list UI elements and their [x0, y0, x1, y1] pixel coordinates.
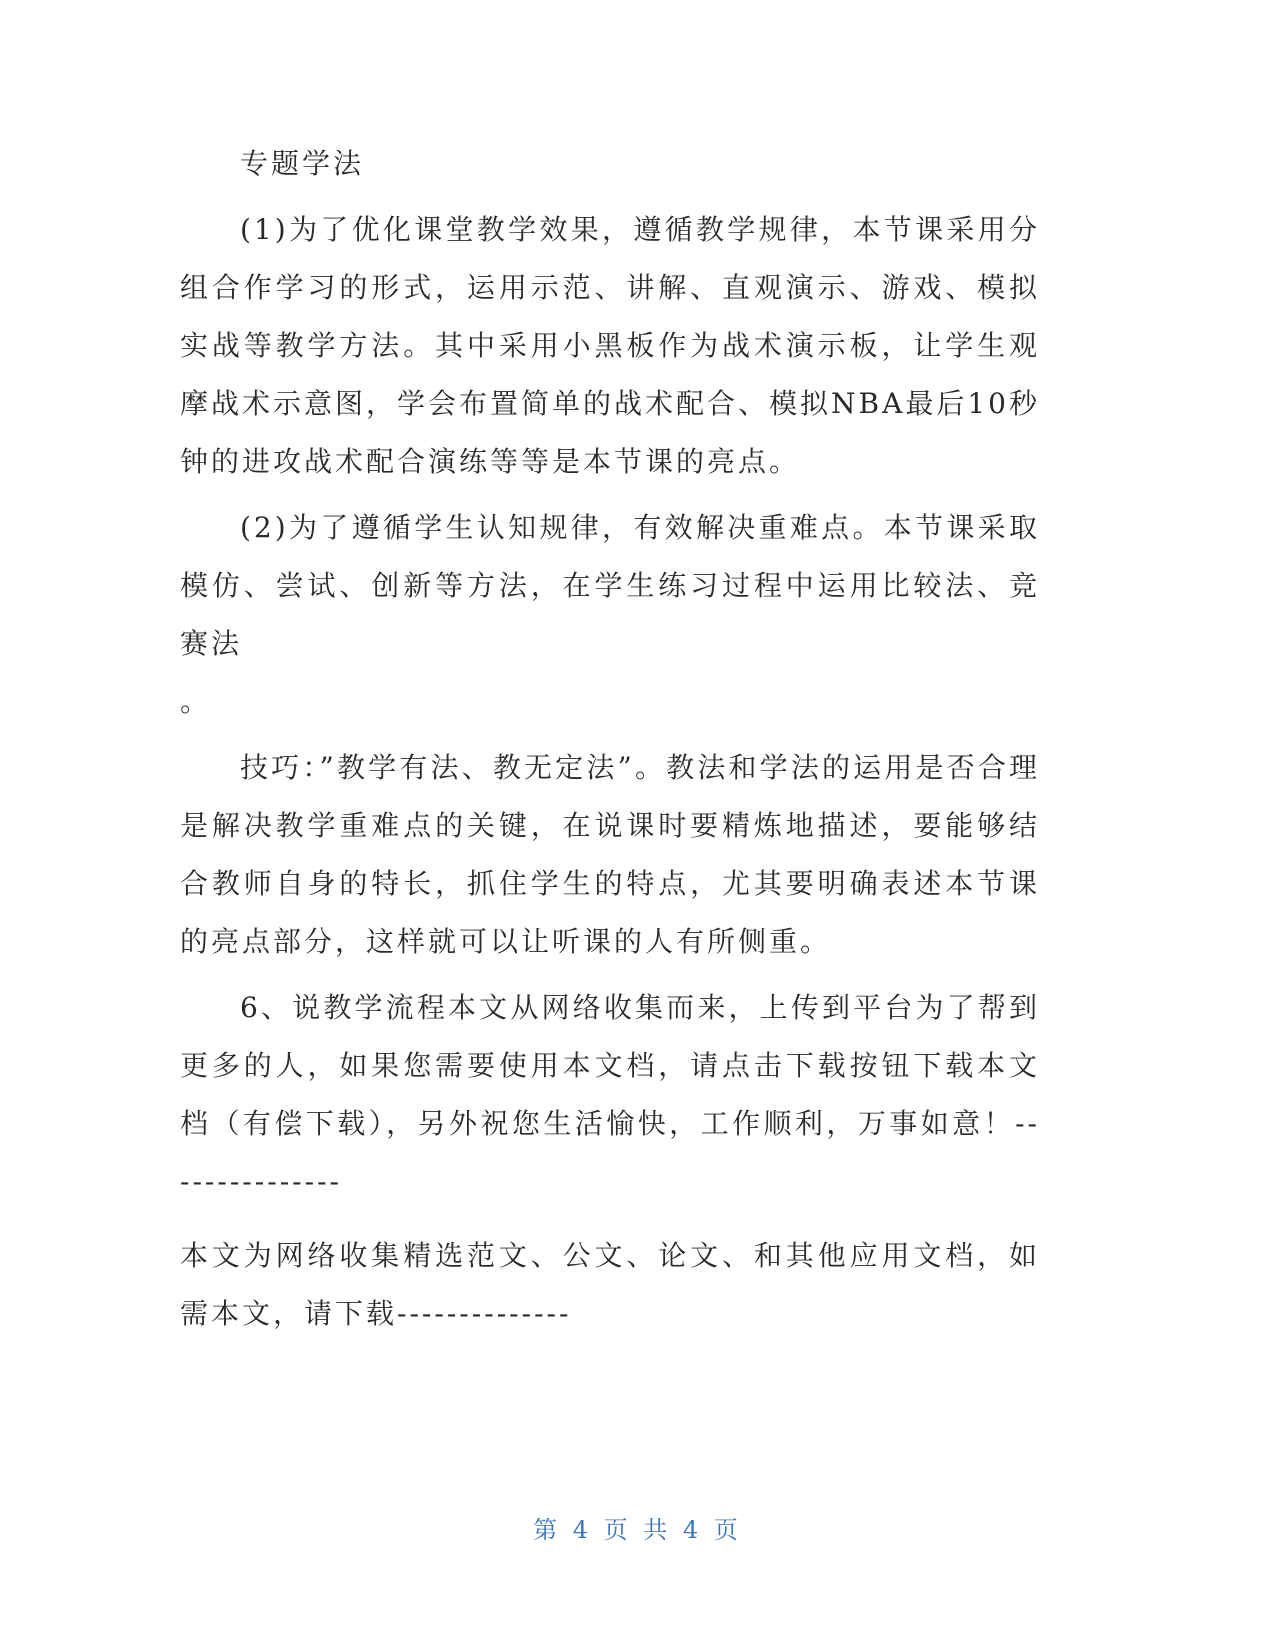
- spacer: [180, 193, 1040, 201]
- tip-paragraph: 技巧：”教学有法、教无定法”。教法和学法的运用是否合理是解决教学重难点的关键，在说课时要精炼地描述，要能够结合教师自身的特长，抓住学生的特点，尤其要明确表述本节课的亮点部分，这样就可以让听课的人有所侧重。: [180, 751, 1040, 958]
- spacer: [180, 491, 1040, 499]
- document-body: [180, 135, 1040, 1343]
- paragraph-1: (1)为了优化课堂教学效果，遵循教学规律，本节课采用分组合作学习的形式，运用示范、讲解、直观演示、游戏、模拟实战等教学方法。其中采用小黑板作为战术演示板，让学生观摩战术示意图，学会布置简单的战术配合、模拟NBA最后10秒钟的进攻战术配合演练等等是本节课的亮点。: [180, 213, 1040, 478]
- page-number-footer: 第 4 页 共 4 页: [533, 1516, 742, 1544]
- download-note: 本文为网络收集精选范文、公文、论文、和其他应用文档，如需本文，请下载--------------: [180, 1239, 1040, 1330]
- spacer: [180, 1211, 1040, 1227]
- spacer: [180, 971, 1040, 979]
- paragraph-2: (2)为了遵循学生认知规律，有效解决重难点。本节课采取模仿、尝试、创新等方法，在学生练习过程中运用比较法、竞赛法: [180, 511, 1040, 660]
- section-title: 专题学法: [240, 147, 365, 180]
- item-6-paragraph: 6、说教学流程本文从网络收集而来，上传到平台为了帮到更多的人，如果您需要使用本文档，请点击下载按钮下载本文档（有偿下载），另外祝您生活愉快，工作顺利，万事如意！---------------: [180, 991, 1040, 1198]
- paragraph-2-period: 。: [180, 685, 212, 718]
- spacer: [180, 731, 1040, 739]
